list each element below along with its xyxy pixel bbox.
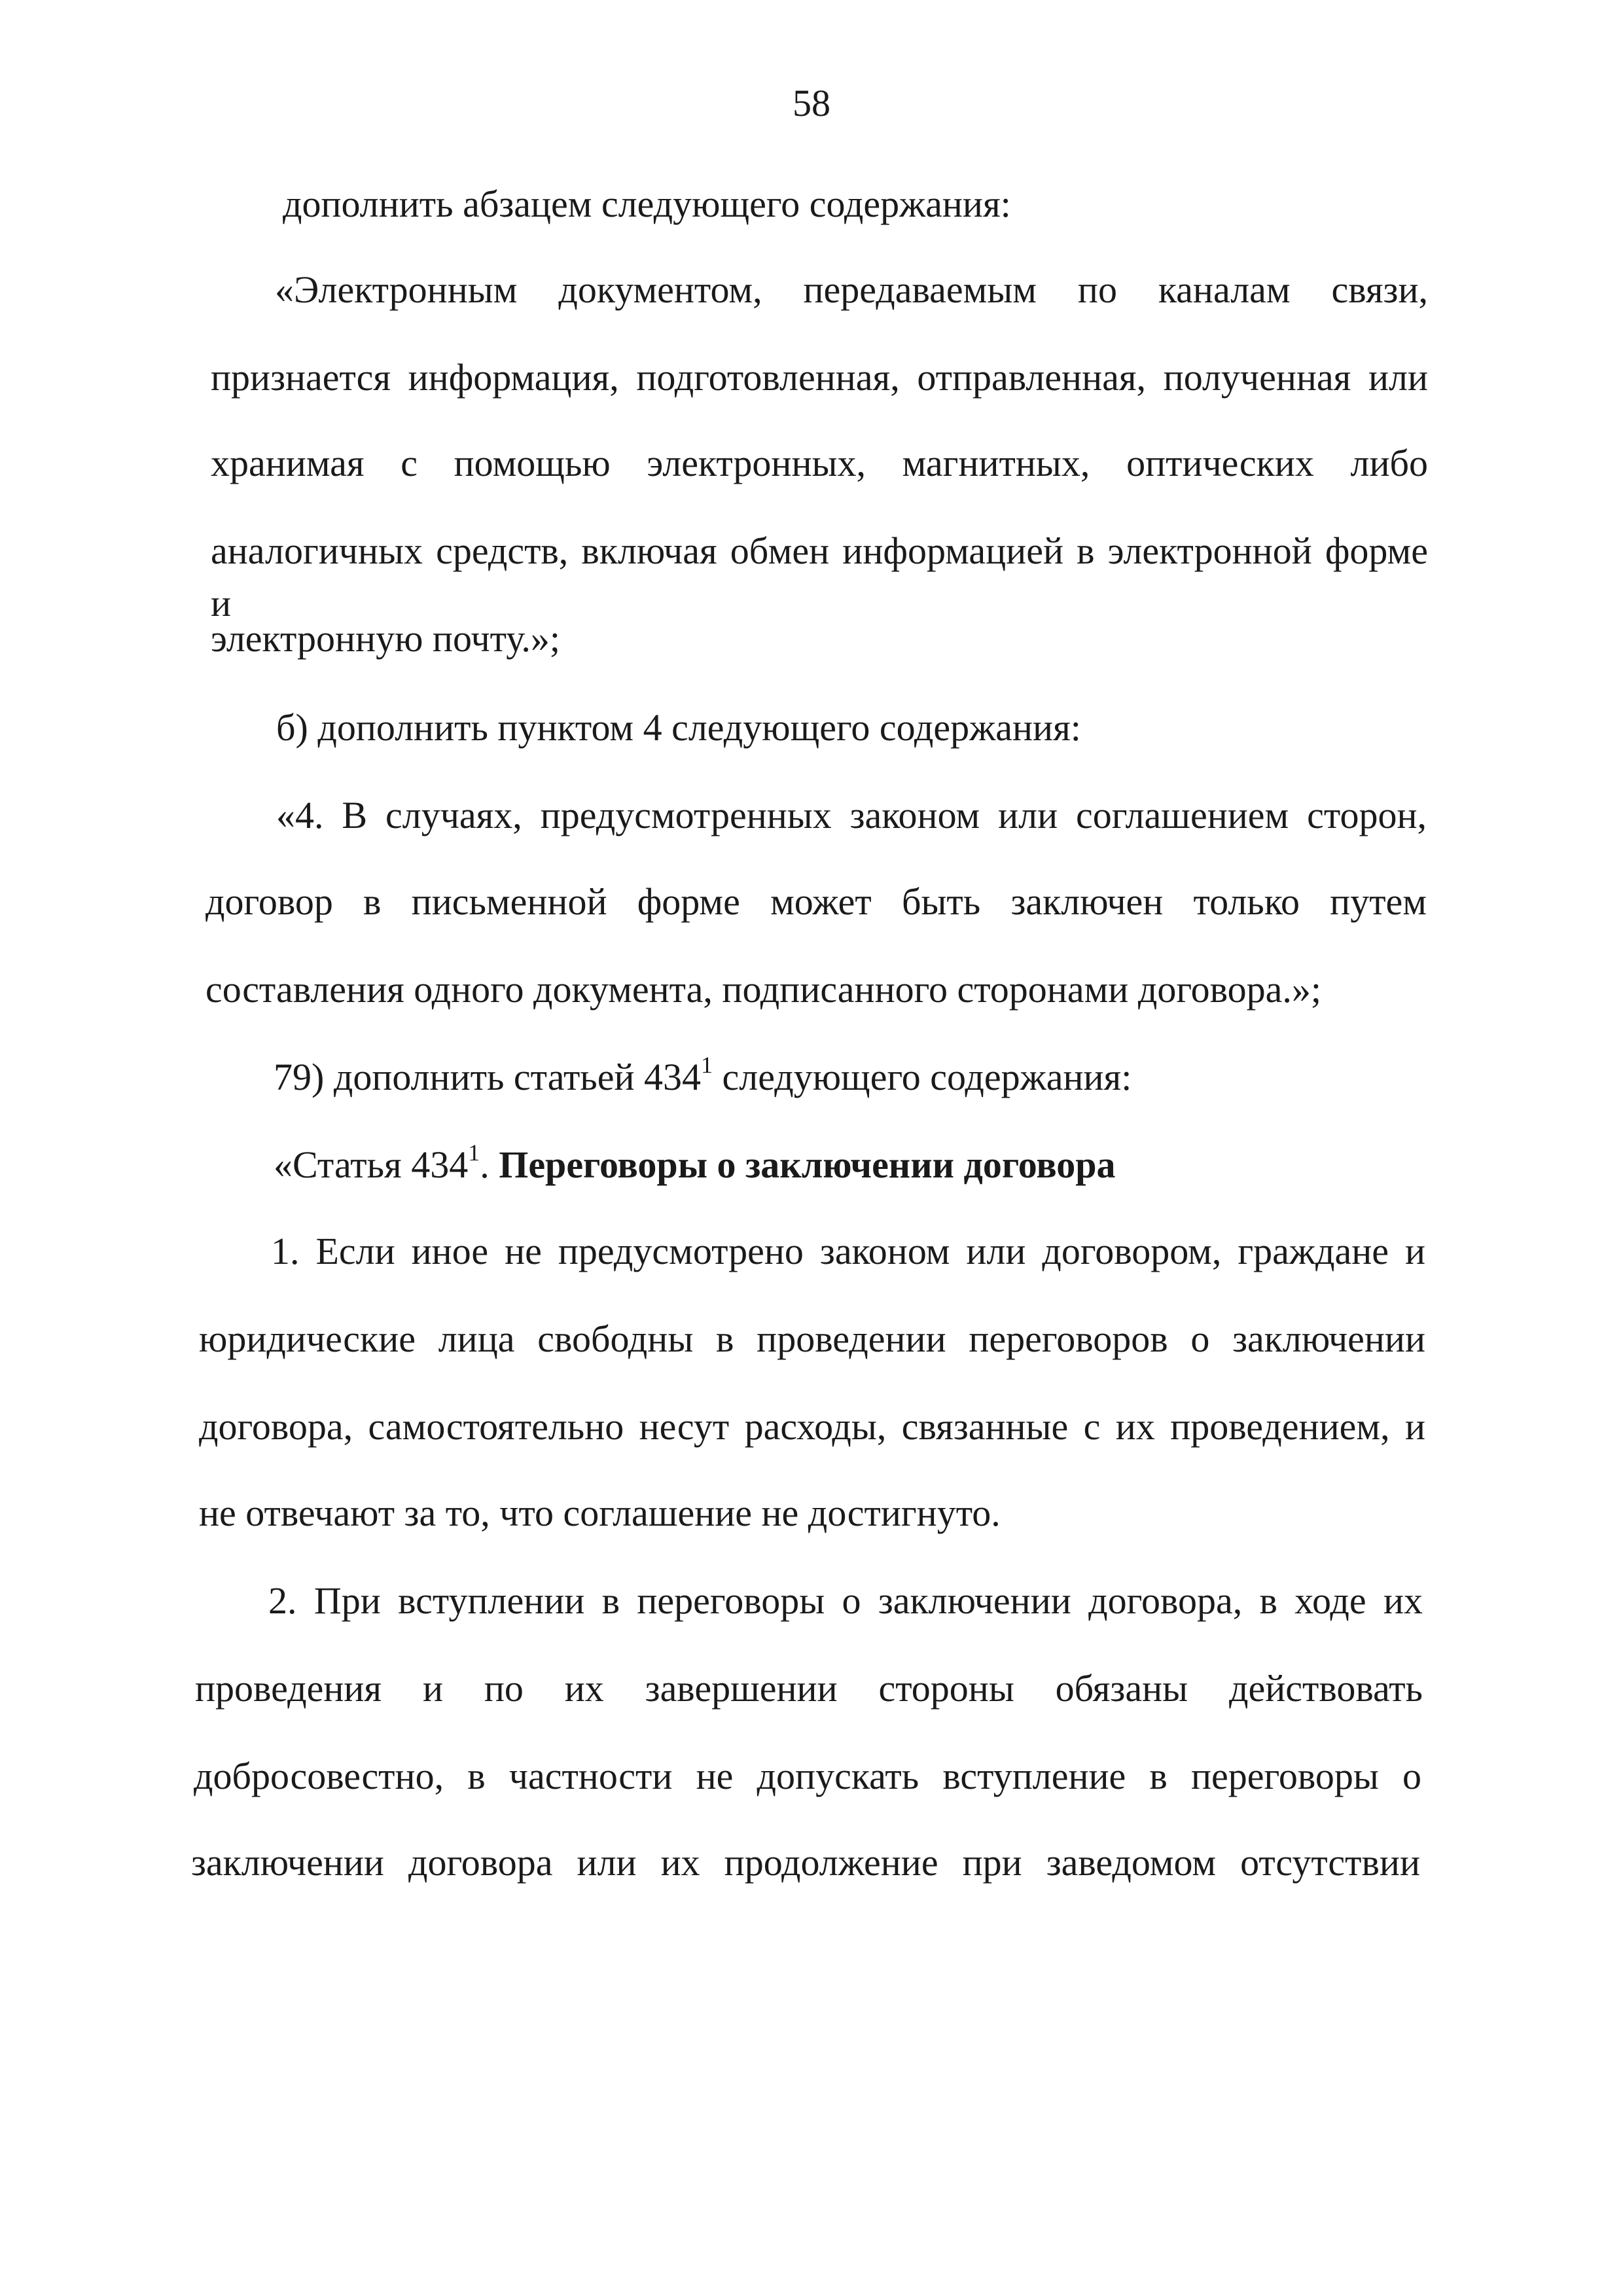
paragraph-line: хранимая с помощью электронных, магнитных, оптических либо bbox=[211, 442, 1428, 484]
article-number: «Статья 434 bbox=[274, 1143, 469, 1186]
paragraph-line: договора, самостоятельно несут расходы, связанные с их проведением, и bbox=[199, 1405, 1425, 1448]
article-title: Переговоры о заключении договора bbox=[499, 1143, 1116, 1186]
superscript: 1 bbox=[468, 1139, 480, 1166]
paragraph-line: юридические лица свободны в проведении переговоров о заключении bbox=[199, 1318, 1425, 1360]
paragraph-line: «4. В случаях, предусмотренных законом или соглашением сторон, bbox=[276, 794, 1427, 836]
paragraph-line bbox=[274, 1051, 1132, 1103]
paragraph-line: б) дополнить пунктом 4 следующего содержания: bbox=[276, 706, 1081, 749]
paragraph-line: признается информация, подготовленная, отправленная, полученная или bbox=[211, 356, 1428, 399]
amendment-text: следующего содержания: bbox=[713, 1056, 1132, 1098]
superscript: 1 bbox=[701, 1051, 713, 1078]
paragraph-line: не отвечают за то, что соглашение не достигнуто. bbox=[199, 1492, 1001, 1534]
paragraph-line: проведения и по их завершении стороны обязаны действовать bbox=[195, 1667, 1423, 1710]
paragraph-line: составления одного документа, подписанного сторонами договора.»; bbox=[205, 968, 1322, 1011]
paragraph-line: дополнить абзацем следующего содержания: bbox=[283, 183, 1011, 225]
paragraph-line: добросовестно, в частности не допускать вступление в переговоры о bbox=[194, 1755, 1421, 1797]
heading-separator: . bbox=[480, 1143, 499, 1186]
paragraph-line: заключении договора или их продолжение при заведомом отсутствии bbox=[191, 1841, 1420, 1884]
paragraph-line: 1. Если иное не предусмотрено законом или договором, граждане и bbox=[271, 1230, 1425, 1272]
article-heading bbox=[274, 1139, 1116, 1191]
paragraph-line: 2. При вступлении в переговоры о заключении договора, в ходе их bbox=[268, 1579, 1423, 1622]
page-number: 58 bbox=[793, 82, 830, 124]
paragraph-line: договор в письменной форме может быть заключен только путем bbox=[205, 880, 1427, 923]
amendment-text: 79) дополнить статьей 434 bbox=[274, 1056, 702, 1098]
paragraph-line: «Электронным документом, передаваемым по каналам связи, bbox=[275, 268, 1428, 311]
paragraph-line: электронную почту.»; bbox=[211, 617, 561, 660]
paragraph-line: аналогичных средств, включая обмен информацией в электронной форме и bbox=[211, 529, 1428, 624]
